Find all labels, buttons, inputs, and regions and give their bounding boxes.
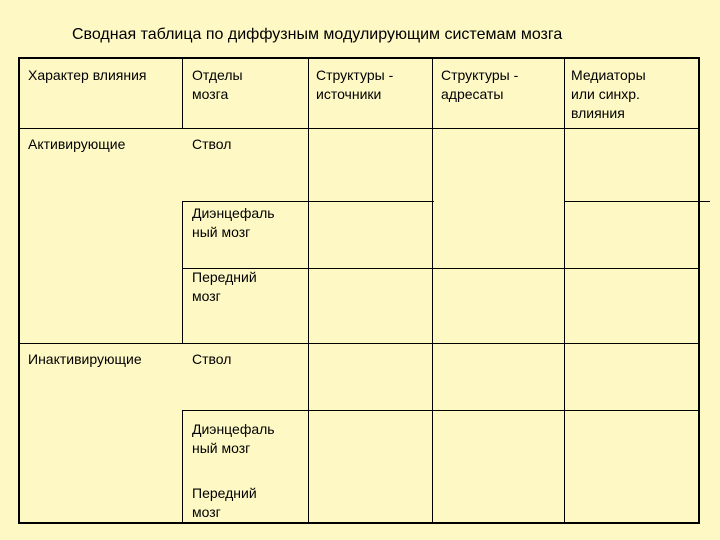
header-brain-parts-line2: мозга	[192, 86, 229, 102]
header-target-structures	[441, 66, 518, 104]
cell-diencephalon-activating-line1: Диэнцефаль	[192, 205, 275, 221]
page-title: Сводная таблица по диффузным модулирующим системам мозга	[72, 26, 563, 43]
cell-forebrain-inactivating	[192, 484, 257, 522]
header-mediators-line1: Медиаторы	[571, 67, 646, 83]
header-mediators-line2: или синхр.	[571, 86, 640, 102]
table-divider	[182, 201, 183, 343]
row-label-activating: Активирующие	[28, 136, 126, 152]
header-brain-parts-line1: Отделы	[192, 67, 243, 83]
header-target-structures-line2: адресаты	[441, 86, 504, 102]
cell-diencephalon-activating	[192, 204, 275, 242]
table-divider	[182, 58, 183, 129]
table-divider	[19, 343, 565, 344]
header-influence: Характер влияния	[28, 67, 147, 83]
header-mediators-line3: влияния	[571, 105, 625, 121]
table-divider	[182, 410, 183, 522]
cell-diencephalon-inactivating-line1: Диэнцефаль	[192, 421, 275, 437]
header-source-structures-line2: источники	[316, 86, 382, 102]
cell-forebrain-activating	[192, 268, 257, 306]
header-source-structures	[316, 66, 393, 104]
header-brain-parts	[192, 66, 243, 104]
cell-diencephalon-activating-line2: ный мозг	[192, 224, 251, 240]
cell-stem-inactivating: Ствол	[192, 351, 232, 367]
cell-diencephalon-inactivating	[192, 420, 275, 458]
cell-forebrain-inactivating-line1: Передний	[192, 485, 257, 501]
table-divider	[182, 268, 700, 269]
header-source-structures-line1: Структуры -	[316, 67, 394, 83]
row-label-inactivating: Инактивирующие	[28, 351, 142, 367]
header-target-structures-line1: Структуры -	[441, 67, 519, 83]
table-divider	[182, 410, 700, 411]
table-divider	[182, 201, 434, 202]
cell-forebrain-activating-line1: Передний	[192, 269, 257, 285]
cell-forebrain-activating-line2: мозг	[192, 288, 221, 304]
cell-stem-activating: Ствол	[192, 136, 232, 152]
cell-forebrain-inactivating-line2: мозг	[192, 504, 221, 520]
cell-diencephalon-inactivating-line2: ный мозг	[192, 440, 251, 456]
table-divider	[19, 128, 699, 129]
header-mediators	[571, 66, 646, 123]
table-divider	[564, 343, 700, 344]
table-divider	[564, 201, 710, 202]
